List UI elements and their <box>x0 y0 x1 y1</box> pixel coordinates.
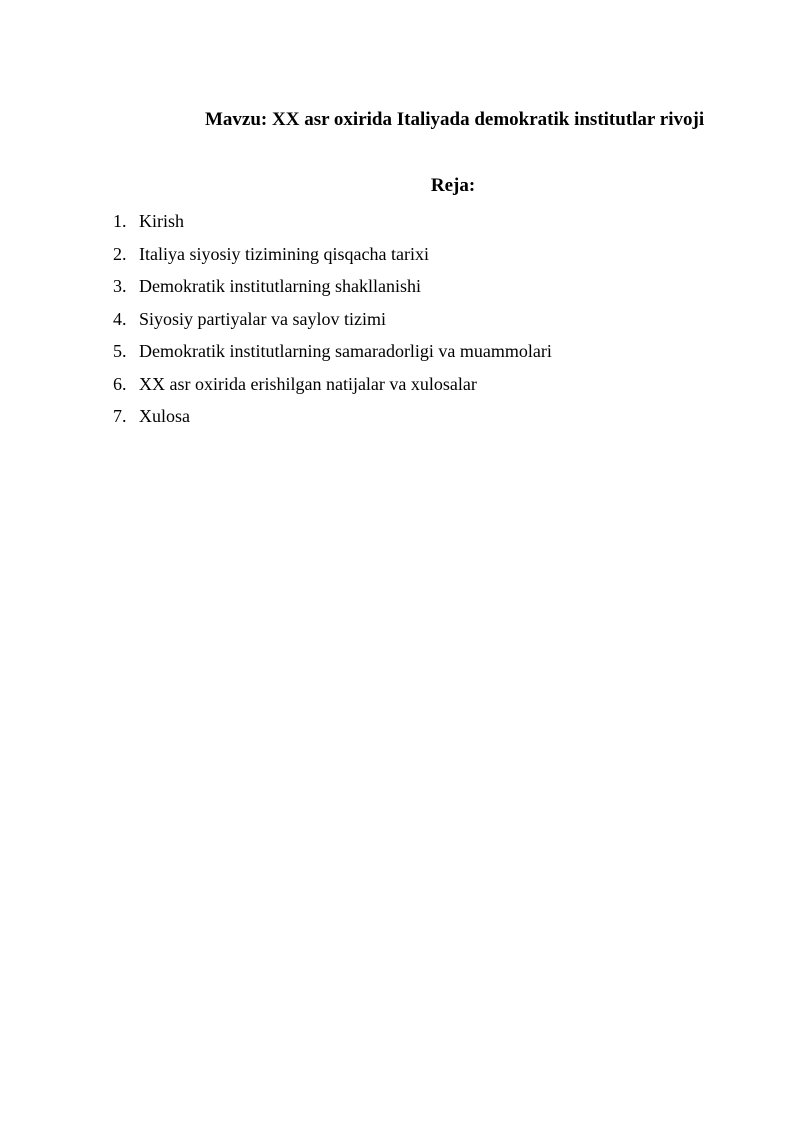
list-item <box>113 270 552 303</box>
plan-heading: Reja: <box>430 175 476 196</box>
list-item-text: Kirish <box>139 211 184 232</box>
list-item-text: Italiya siyosiy tizimining qisqacha tarixi <box>139 243 429 264</box>
list-item-text: Demokratik institutlarning samaradorligi va muammolari <box>139 341 552 362</box>
list-item-number: 2. <box>113 243 127 264</box>
document-title: Mavzu: XX asr oxirida Italiyada demokratik institutlar rivoji <box>205 109 705 130</box>
list-item-text: Xulosa <box>139 406 190 427</box>
plan-list <box>113 205 552 433</box>
list-item-number: 5. <box>113 341 127 362</box>
list-item-text: Siyosiy partiyalar va saylov tizimi <box>139 308 386 329</box>
list-item-number: 4. <box>113 308 127 329</box>
list-item <box>113 368 552 401</box>
list-item <box>113 303 552 336</box>
list-item <box>113 335 552 368</box>
list-item-number: 6. <box>113 373 127 394</box>
list-item-number: 7. <box>113 406 127 427</box>
list-item <box>113 205 552 238</box>
list-item-number: 1. <box>113 211 127 232</box>
list-item-number: 3. <box>113 276 127 297</box>
list-item-text: Demokratik institutlarning shakllanishi <box>139 276 421 297</box>
list-item-text: XX asr oxirida erishilgan natijalar va xulosalar <box>139 373 477 394</box>
list-item <box>113 400 552 433</box>
list-item <box>113 238 552 271</box>
